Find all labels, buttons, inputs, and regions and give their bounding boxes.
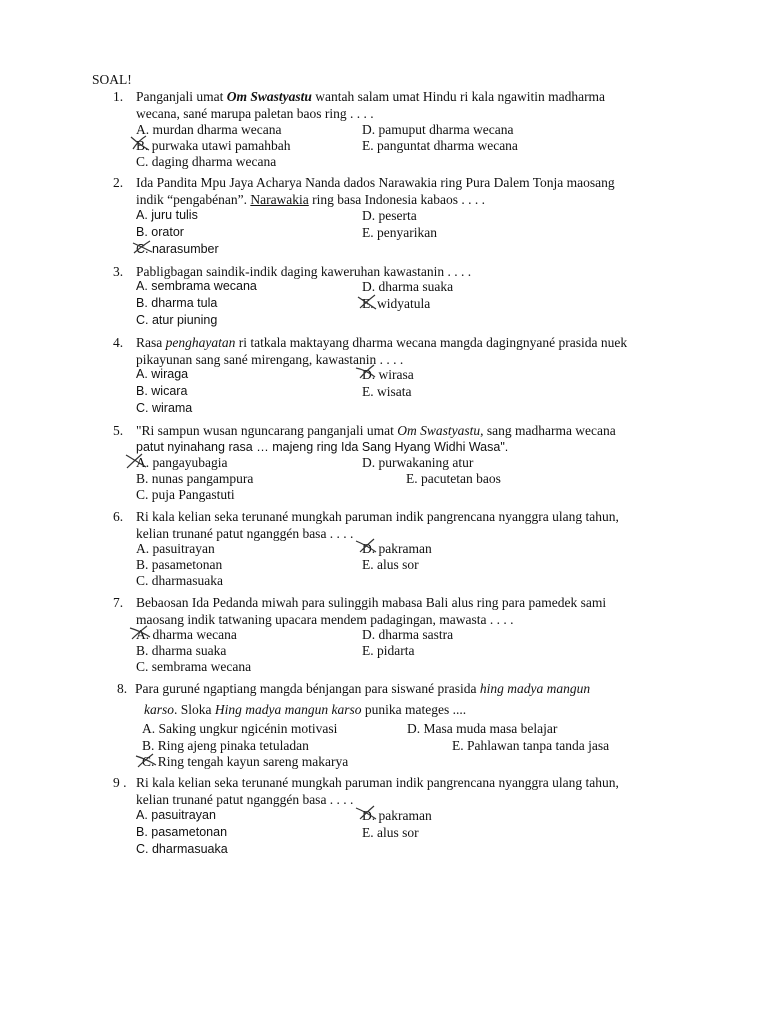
option-b[interactable]: B. dharma tula xyxy=(136,296,218,310)
option-a[interactable]: A. sembrama wecana xyxy=(136,279,257,293)
option-d[interactable]: D. dharma suaka xyxy=(362,279,454,294)
question-number: 2. xyxy=(113,175,124,190)
option-d[interactable]: D. Masa muda masa belajar xyxy=(407,721,558,736)
option-c[interactable]: C. sembrama wecana xyxy=(136,659,252,674)
option-b[interactable]: B. nunas pangampura xyxy=(136,471,254,486)
option-b[interactable]: B. Ring ajeng pinaka tetuladan xyxy=(142,738,309,753)
option-a[interactable]: A. juru tulis xyxy=(136,208,198,222)
option-b[interactable]: B. wicara xyxy=(136,384,188,398)
option-b[interactable]: B. dharma suaka xyxy=(136,643,227,658)
answer-cross-mark-icon xyxy=(354,805,378,821)
option-a[interactable]: A. murdan dharma wecana xyxy=(136,122,282,137)
question-number: 5. xyxy=(113,423,124,438)
option-d[interactable]: D. wirasa xyxy=(362,367,414,382)
question-number: 6. xyxy=(113,509,124,524)
option-c[interactable]: C. wirama xyxy=(136,401,193,415)
option-d[interactable]: D. pamuput dharma wecana xyxy=(362,122,514,137)
option-d[interactable]: D. dharma sastra xyxy=(362,627,454,642)
question-number: 9 . xyxy=(113,775,127,790)
question-number: 8. xyxy=(117,681,128,696)
question-stem: Ri kala kelian seka terunané mungkah paruman indik pangrencana nyanggra ulang tahun, kelian trunané patut nganggén basa . . . . xyxy=(136,775,619,807)
answer-cross-mark-icon xyxy=(128,624,152,640)
option-e[interactable]: E. widyatula xyxy=(362,296,431,311)
option-c[interactable]: C. atur piuning xyxy=(136,313,218,327)
option-c[interactable]: C. dharmasuaka xyxy=(136,573,223,588)
option-a[interactable]: A. dharma wecana xyxy=(136,627,237,642)
option-e[interactable]: E. penyarikan xyxy=(362,225,437,240)
question-stem: Ida Pandita Mpu Jaya Acharya Nanda dados Narawakia ring Pura Dalem Tonja maosang indik “pengabénan”. Narawakia ring basa Indonesia kabaos . . . . xyxy=(136,175,615,207)
option-d[interactable]: D. pakraman xyxy=(362,541,432,556)
option-c[interactable]: C. puja Pangastuti xyxy=(136,487,235,502)
question-stem: Ri kala kelian seka terunané mungkah paruman indik pangrencana nyanggra ulang tahun, kelian trunané patut nganggén basa . . . . xyxy=(136,509,619,541)
question-stem: Pabligbagan saindik-indik daging kaweruhan kawastanin . . . . xyxy=(136,264,472,279)
option-e[interactable]: E. wisata xyxy=(362,384,412,399)
option-e[interactable]: E. pidarta xyxy=(362,643,415,658)
option-c[interactable]: C. dharmasuaka xyxy=(136,842,228,856)
option-b[interactable]: B. pasametonan xyxy=(136,825,228,839)
option-b[interactable]: B. purwaka utawi pamahbah xyxy=(136,138,291,153)
option-d[interactable]: D. peserta xyxy=(362,208,417,223)
option-e[interactable]: E. alus sor xyxy=(362,557,419,572)
question-number: 1. xyxy=(113,89,124,104)
question-stem: Rasa penghayatan ri tatkala maktayang dharma wecana mangda dagingnyané prasida nuek pikayunan sang sané mirengang, kawastanin . . . . xyxy=(136,335,628,367)
answer-cross-mark-icon xyxy=(354,538,378,554)
answer-cross-mark-icon xyxy=(354,364,378,380)
question-number: 7. xyxy=(113,595,124,610)
option-a[interactable]: A. pangayubagia xyxy=(136,455,228,470)
answer-cross-mark-icon xyxy=(128,135,152,151)
option-e[interactable]: E. alus sor xyxy=(362,825,419,840)
answer-cross-mark-icon xyxy=(124,453,148,469)
question-number: 4. xyxy=(113,335,124,350)
option-a[interactable]: A. Saking ungkur ngicénin motivasi xyxy=(142,721,338,736)
question-stem: "Ri sampun wusan nguncarang panganjali umat Om Swastyastu, sang madharma wecana patut nyinahang rasa … majeng ring Ida Sang Hyang Widhi Wasa". xyxy=(136,423,616,454)
question-stem: Para guruné ngaptiang mangda bénjangan para siswané prasida hing madya mangun xyxy=(135,681,591,696)
option-a[interactable]: A. pasuitrayan xyxy=(136,808,216,822)
answer-cross-mark-icon xyxy=(356,294,380,310)
option-e[interactable]: E. pacutetan baos xyxy=(406,471,501,486)
option-c[interactable]: C. daging dharma wecana xyxy=(136,154,277,169)
answer-cross-mark-icon xyxy=(134,752,158,768)
option-b[interactable]: B. pasametonan xyxy=(136,557,223,572)
option-a[interactable]: A. pasuitrayan xyxy=(136,541,215,556)
question-stem: Panganjali umat Om Swastyastu wantah salam umat Hindu ri kala ngawitin madharma wecana, sané marupa paletan baos ring . . . . xyxy=(136,89,606,121)
page-title: SOAL! xyxy=(92,72,132,87)
answer-cross-mark-icon xyxy=(130,239,154,255)
option-a[interactable]: A. wiraga xyxy=(136,367,189,381)
question-number: 3. xyxy=(113,264,124,279)
option-d[interactable]: D. pakraman xyxy=(362,808,432,823)
option-e[interactable]: E. Pahlawan tanpa tanda jasa xyxy=(452,738,610,753)
option-b[interactable]: B. orator xyxy=(136,225,184,239)
option-c[interactable]: C. Ring tengah kayun sareng makarya xyxy=(142,754,349,769)
option-d[interactable]: D. purwakaning atur xyxy=(362,455,474,470)
option-e[interactable]: E. panguntat dharma wecana xyxy=(362,138,518,153)
question-stem: Bebaosan Ida Pedanda miwah para sulinggih mabasa Bali alus ring para pamedek sami maosang indik tatwaning upacara mendem padagingan, mawasta . . . . xyxy=(136,595,607,627)
option-c[interactable]: C. narasumber xyxy=(136,242,219,256)
question-stem-continued: karso. Sloka Hing madya mangun karso punika mateges .... xyxy=(144,702,467,717)
